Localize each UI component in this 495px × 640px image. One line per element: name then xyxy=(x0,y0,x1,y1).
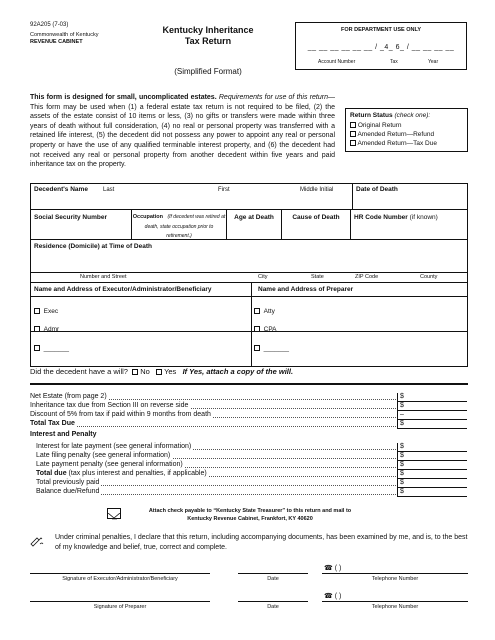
decedent-name-label: Decedent's Name xyxy=(34,186,88,193)
ssn-label: Social Security Number xyxy=(34,214,107,221)
net-estate-amount[interactable]: $ xyxy=(397,393,467,402)
executor-date-field[interactable] xyxy=(238,560,308,573)
late-filing-amount[interactable]: $ xyxy=(397,452,467,461)
status-amended-refund-checkbox[interactable] xyxy=(350,131,356,137)
total-tax-due-amount[interactable]: $ xyxy=(397,420,467,429)
will-yes-checkbox[interactable] xyxy=(156,369,162,375)
intro-lead: This form is designed for small, uncomplicated estates. xyxy=(30,94,217,101)
exec-checkbox[interactable] xyxy=(34,308,40,314)
preparer-other-checkbox[interactable] xyxy=(254,345,260,351)
payment-line1: Attach check payable to “Kentucky State Treasurer” to this return and mail to xyxy=(148,508,352,514)
phone-icon: ☎ xyxy=(324,565,333,572)
date1-label: Date xyxy=(267,576,279,582)
late-payment-amount[interactable]: $ xyxy=(397,461,467,470)
preparer-signature-field[interactable] xyxy=(30,588,210,601)
return-status-box xyxy=(345,108,468,152)
will-no-checkbox[interactable] xyxy=(132,369,138,375)
status-original-label: Original Return xyxy=(357,122,402,129)
address-zip-label: ZIP Code xyxy=(355,274,379,280)
department-box-blanks: __ __ __ __ __ __ / _4_ 6_ / __ __ __ __ xyxy=(307,44,455,51)
occupation-hint: (If decedent was retired at death, state occupation prior to retirement.) xyxy=(144,214,226,239)
agency-cabinet: REVENUE CABINET xyxy=(30,39,83,45)
intro-lead-italic: Requirements for use of this return xyxy=(218,94,328,101)
executor-title: Name and Address of Executor/Administrator/Beneficiary xyxy=(34,286,212,293)
tax-due-section3-amount[interactable]: $ xyxy=(397,402,467,411)
executor-address-field[interactable] xyxy=(80,300,248,364)
preparer-title: Name and Address of Preparer xyxy=(258,286,354,293)
tax-due-section3-label: Inheritance tax due from Section III on reverse side xyxy=(30,402,189,409)
late-filing-label: Late filing penalty (see general information) xyxy=(36,452,171,459)
interest-penalty-title: Interest and Penalty xyxy=(30,431,97,438)
ssn-field[interactable] xyxy=(32,224,129,237)
address-state-label: State xyxy=(311,274,324,280)
phone1-paren: ( ) xyxy=(334,565,342,572)
payment-line2: Kentucky Revenue Cabinet, Frankfort, KY 40620 xyxy=(187,516,313,522)
interest-late-label: Interest for late payment (see general information) xyxy=(36,443,192,450)
address-city-label: City xyxy=(258,274,268,280)
occupation-label: Occupation xyxy=(132,214,163,220)
decedent-name-field[interactable] xyxy=(34,196,350,208)
total-due-label: Total due (tax plus interest and penalties, if applicable) xyxy=(36,470,207,477)
phone1-label: Telephone Number xyxy=(371,576,419,582)
executor-other-label: _______ xyxy=(43,345,69,352)
preparer-type-other[interactable] xyxy=(254,345,289,352)
date-of-death-field[interactable] xyxy=(354,196,466,208)
decedent-last-label: Last xyxy=(103,187,115,193)
preparer-type-cpa[interactable] xyxy=(254,326,277,333)
admr-label: Admr xyxy=(43,326,60,333)
age-at-death-label: Age at Death xyxy=(234,214,274,221)
account-number-label: Account Number xyxy=(318,59,356,65)
hr-code-label: HR Code Number xyxy=(354,214,408,221)
hr-code-field[interactable] xyxy=(352,224,466,237)
decedent-middle-label: Middle Initial xyxy=(300,187,334,193)
executor-phone-field[interactable] xyxy=(324,564,341,572)
previously-paid-amount[interactable]: $ xyxy=(397,479,467,488)
status-amended-refund-label: Amended Return—Refund xyxy=(357,131,435,138)
date-of-death-label: Date of Death xyxy=(356,186,398,193)
status-amended-taxdue-label: Amended Return—Tax Due xyxy=(357,140,437,147)
tax-label: Tax xyxy=(390,59,398,65)
status-amended-refund[interactable] xyxy=(350,131,434,138)
address-street-label: Number and Street xyxy=(80,274,127,280)
will-yes-label: Yes xyxy=(164,367,177,376)
intro-paragraph xyxy=(30,93,335,170)
executor-other-checkbox[interactable] xyxy=(34,345,40,351)
sig1-label: Signature of Executor/Administrator/Beneficiary xyxy=(62,576,178,582)
previously-paid-label: Total previously paid xyxy=(36,479,100,486)
will-question-row xyxy=(30,367,293,376)
atty-checkbox[interactable] xyxy=(254,308,260,314)
status-original-checkbox[interactable] xyxy=(350,122,356,128)
sig2-label: Signature of Preparer xyxy=(93,604,147,610)
department-box-title: FOR DEPARTMENT USE ONLY xyxy=(340,27,422,33)
hr-code-hint: (if known) xyxy=(409,214,438,221)
balance-due-label: Balance due/Refund xyxy=(36,488,100,495)
preparer-other-label: _______ xyxy=(263,345,289,352)
agency-name: Commonwealth of Kentucky xyxy=(30,32,99,38)
executor-signature-field[interactable] xyxy=(30,560,210,573)
form-title-line1: Kentucky Inheritance xyxy=(162,25,254,35)
preparer-address-field[interactable] xyxy=(300,300,466,364)
intro-body: —This form may be used when (1) a federal estate tax return is not required to be filed, (2) the assets of the estate consist of 10 items or less, (3) no gifts or transfers were made within three years of death without full consideration, (4) no real or personal property was transferred with a retained life interest, (5) the decedent did not possess any power to appoint any real or personal property or have the use of any qualified terminable interest property, and (6) the decedent had not received any real or personal property from another decedent within five years and paid inheritance tax on the property. xyxy=(30,94,335,169)
net-estate-label: Net Estate (from page 2) xyxy=(30,393,107,400)
form-subtitle: (Simplified Format) xyxy=(174,67,242,76)
will-question: Did the decedent have a will? xyxy=(30,367,128,376)
exec-label: Exec xyxy=(43,308,59,315)
address-county-label: County xyxy=(420,274,438,280)
interest-late-amount[interactable]: $ xyxy=(397,443,467,452)
date2-label: Date xyxy=(267,604,279,610)
preparer-phone-field[interactable] xyxy=(324,592,341,600)
form-title-line2: Tax Return xyxy=(184,36,232,46)
age-field[interactable] xyxy=(228,231,279,238)
discount-amount[interactable]: – xyxy=(397,411,467,420)
admr-checkbox[interactable] xyxy=(34,326,40,332)
status-original[interactable] xyxy=(350,122,402,129)
residence-field[interactable] xyxy=(32,252,466,272)
return-status-hint: (check one): xyxy=(394,112,431,119)
atty-label: Atty xyxy=(263,308,275,315)
cause-field[interactable] xyxy=(283,224,348,237)
balance-due-amount[interactable]: $ xyxy=(397,488,467,497)
discount-label: Discount of 5% from tax if paid within 9 months from death xyxy=(30,411,211,418)
total-due-amount[interactable]: $ xyxy=(397,470,467,479)
decedent-first-label: First xyxy=(218,187,230,193)
envelope-icon xyxy=(107,508,121,519)
occupation-cell xyxy=(132,211,226,240)
cause-of-death-label: Cause of Death xyxy=(292,214,340,221)
cpa-checkbox[interactable] xyxy=(254,326,260,332)
phone2-label: Telephone Number xyxy=(371,604,419,610)
cpa-label: CPA xyxy=(263,326,277,333)
executor-type-exec[interactable] xyxy=(34,308,58,315)
year-label: Year xyxy=(428,59,439,65)
executor-type-admr[interactable] xyxy=(34,326,59,333)
total-tax-due-label: Total Tax Due xyxy=(30,420,75,427)
phone2-paren: ( ) xyxy=(334,593,342,600)
status-amended-taxdue[interactable] xyxy=(350,140,437,147)
status-amended-taxdue-checkbox[interactable] xyxy=(350,140,356,146)
signing-hand-icon xyxy=(30,534,44,546)
preparer-date-field[interactable] xyxy=(238,588,308,601)
will-note: If Yes, attach a copy of the will. xyxy=(182,367,294,376)
will-no-label: No xyxy=(140,367,150,376)
preparer-type-atty[interactable] xyxy=(254,308,275,315)
late-payment-label: Late payment penalty (see general information) xyxy=(36,461,183,468)
form-number: 92A205 (7-03) xyxy=(30,22,69,28)
phone-icon: ☎ xyxy=(324,593,333,600)
residence-label: Residence (Domicile) at Time of Death xyxy=(34,243,152,250)
declaration-text: Under criminal penalties, I declare that this return, including accompanying documents, has been examined by me, and is, to the best of my knowledge and belief, true, correct and complete. xyxy=(55,534,468,551)
executor-type-other[interactable] xyxy=(34,345,69,352)
department-use-box xyxy=(295,22,467,70)
return-status-title: Return Status xyxy=(350,112,393,119)
